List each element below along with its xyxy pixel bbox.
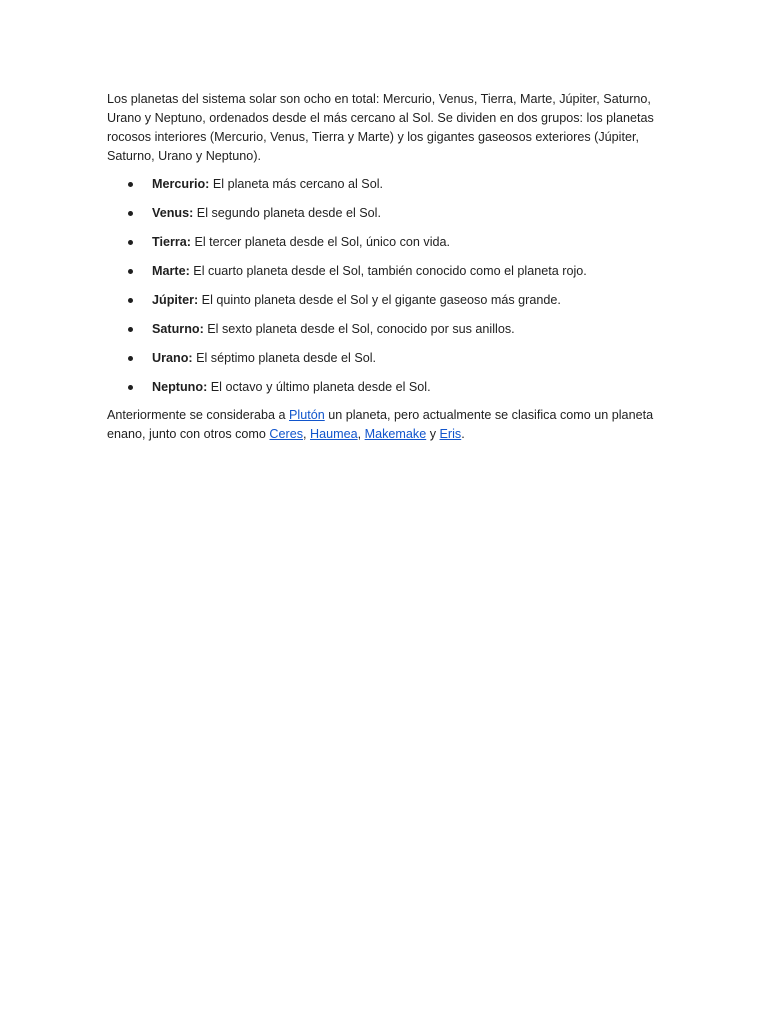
planet-name: Tierra:: [152, 235, 191, 249]
list-item: [107, 349, 663, 368]
ceres-link[interactable]: Ceres: [269, 427, 304, 441]
bullet-icon: [128, 327, 133, 332]
planet-name: Neptuno:: [152, 380, 208, 394]
planet-name: Marte:: [152, 264, 190, 278]
planet-description: El sexto planeta desde el Sol, conocido por sus anillos.: [203, 322, 515, 336]
separator-text: y: [426, 427, 440, 441]
planet-description: El quinto planeta desde el Sol y el gigante gaseoso más grande.: [198, 293, 561, 307]
intro-paragraph: Los planetas del sistema solar son ocho en total: Mercurio, Venus, Tierra, Marte, Júpiter, Saturno, Urano y Neptuno, ordenados desde el más cercano al Sol. Se dividen en dos grupos: los planetas rocosos interiores (Mercurio, Venus, Tierra y Marte) y los gigantes gaseosos exteriores (Júpiter, Saturno, Urano y Neptuno).: [107, 92, 654, 163]
closing-text: un planeta, pero actualmente se clasifica como un planeta enano, junto con otros como: [107, 408, 654, 441]
list-item: [107, 262, 663, 281]
makemake-link[interactable]: Makemake: [364, 427, 427, 441]
planet-description: El octavo y último planeta desde el Sol.: [207, 380, 431, 394]
planet-description: El planeta más cercano al Sol.: [209, 177, 383, 191]
planet-description: El segundo planeta desde el Sol.: [193, 206, 381, 220]
separator-text: ,: [303, 427, 311, 441]
document-body: [107, 90, 663, 444]
bullet-icon: [128, 269, 133, 274]
bullet-icon: [128, 182, 133, 187]
bullet-icon: [128, 211, 133, 216]
planet-name: Venus:: [152, 206, 194, 220]
bullet-icon: [128, 356, 133, 361]
closing-paragraph: [107, 406, 663, 444]
list-item: [107, 175, 663, 194]
bullet-icon: [128, 240, 133, 245]
planet-description: El séptimo planeta desde el Sol.: [192, 351, 377, 365]
bullet-icon: [128, 385, 133, 390]
planet-description: El tercer planeta desde el Sol, único con vida.: [190, 235, 450, 249]
planet-name: Mercurio:: [152, 177, 210, 191]
list-item: [107, 291, 663, 310]
planet-name: Urano:: [152, 351, 193, 365]
list-item: [107, 204, 663, 223]
pluto-link[interactable]: Plutón: [289, 408, 325, 422]
list-item: [107, 233, 663, 252]
planet-name: Saturno:: [152, 322, 204, 336]
list-item: [107, 378, 663, 397]
closing-text: Anteriormente se consideraba a: [107, 408, 290, 422]
planet-name: Júpiter:: [152, 293, 199, 307]
list-item: [107, 320, 663, 339]
planet-description: El cuarto planeta desde el Sol, también conocido como el planeta rojo.: [189, 264, 587, 278]
separator-text: ,: [357, 427, 365, 441]
bullet-icon: [128, 298, 133, 303]
eris-link[interactable]: Eris: [439, 427, 462, 441]
haumea-link[interactable]: Haumea: [310, 427, 358, 441]
planet-list: [107, 175, 663, 397]
closing-period: .: [461, 427, 465, 441]
